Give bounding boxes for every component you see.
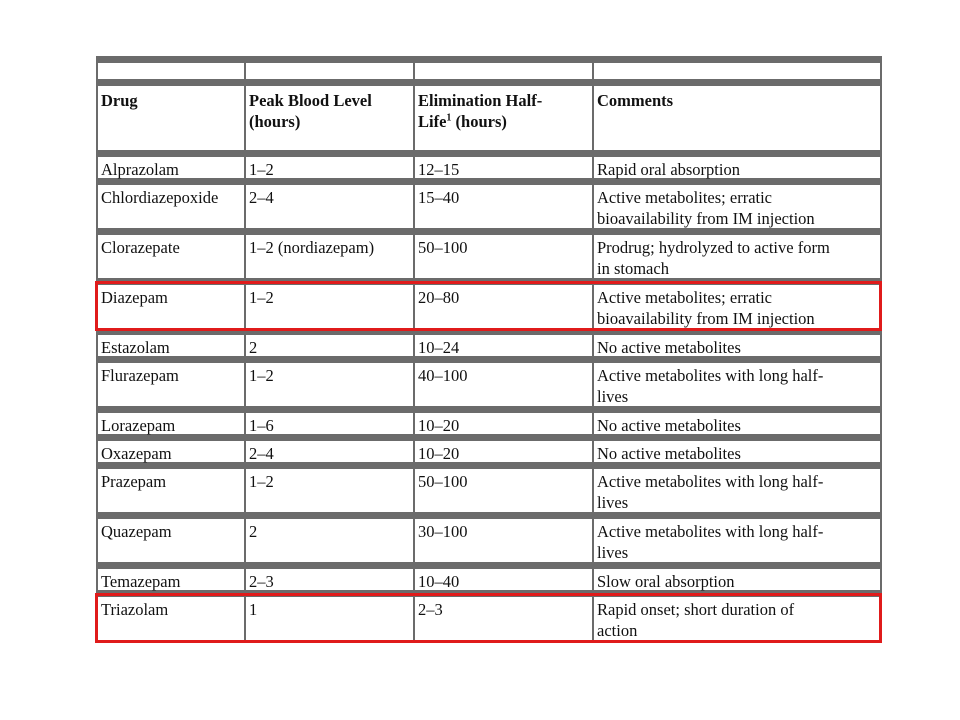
table-rule xyxy=(96,562,882,569)
comments-cell: Active metabolites with long half- lives xyxy=(592,363,880,406)
table-empty-row xyxy=(96,63,882,79)
table-rule xyxy=(96,328,882,335)
peak-blood-level-cell: 2–3 xyxy=(244,569,413,590)
comments-cell: No active metabolites xyxy=(592,335,880,356)
peak-blood-level-cell: 2 xyxy=(244,519,413,562)
empty-cell xyxy=(592,63,880,79)
table-row xyxy=(96,413,882,434)
half-life-cell: 15–40 xyxy=(413,185,592,228)
drug-cell: Chlordiazepoxide xyxy=(101,188,219,207)
header-elimination-half-life xyxy=(413,86,592,150)
peak-blood-level-cell: 1–2 xyxy=(244,363,413,406)
half-life-cell: 30–100 xyxy=(413,519,592,562)
table-rule xyxy=(96,590,882,597)
half-life-cell: 10–20 xyxy=(413,413,592,434)
table-row xyxy=(96,363,882,406)
comments-cell: Active metabolites with long half- lives xyxy=(592,469,880,512)
peak-blood-level-cell: 1 xyxy=(244,597,413,640)
empty-cell xyxy=(98,63,244,79)
peak-blood-level-cell: 2–4 xyxy=(244,185,413,228)
drug-cell: Prazepam xyxy=(101,472,167,491)
table-header-row xyxy=(96,86,882,150)
table-rule xyxy=(96,79,882,86)
header-peak-blood-level: Peak Blood Level (hours) xyxy=(244,86,413,150)
comments-cell: Active metabolites with long half- lives xyxy=(592,519,880,562)
half-life-cell: 10–20 xyxy=(413,441,592,462)
drug-cell: Alprazolam xyxy=(101,160,179,179)
peak-blood-level-cell: 2 xyxy=(244,335,413,356)
table-row xyxy=(96,157,882,178)
comments-cell: Rapid oral absorption xyxy=(592,157,880,178)
table-row xyxy=(96,235,882,278)
table-rule xyxy=(96,278,882,285)
drug-cell: Triazolam xyxy=(101,600,169,619)
drug-cell: Flurazepam xyxy=(101,366,179,385)
empty-cell xyxy=(413,63,592,79)
comments-cell: Slow oral absorption xyxy=(592,569,880,590)
comments-cell: No active metabolites xyxy=(592,441,880,462)
comments-cell: Active metabolites; erratic bioavailability from IM injection xyxy=(592,185,880,228)
comments-cell: Active metabolites; erratic bioavailability from IM injection xyxy=(592,285,880,328)
table-rule xyxy=(96,434,882,441)
peak-blood-level-cell: 1–2 xyxy=(244,469,413,512)
table-row xyxy=(96,441,882,462)
table-row xyxy=(96,285,882,328)
drug-cell: Clorazepate xyxy=(101,238,180,257)
drug-cell: Lorazepam xyxy=(101,416,176,435)
peak-blood-level-cell: 1–2 xyxy=(244,157,413,178)
half-life-cell: 12–15 xyxy=(413,157,592,178)
half-life-cell: 40–100 xyxy=(413,363,592,406)
table-row xyxy=(96,519,882,562)
table-rule xyxy=(96,178,882,185)
table-row xyxy=(96,469,882,512)
table-rule xyxy=(96,150,882,157)
peak-blood-level-cell: 1–6 xyxy=(244,413,413,434)
header-half-life-unit: (hours) xyxy=(451,112,507,131)
table-rule xyxy=(96,640,882,643)
table-rule xyxy=(96,56,882,63)
table-row xyxy=(96,569,882,590)
comments-cell: No active metabolites xyxy=(592,413,880,434)
table-row xyxy=(96,185,882,228)
half-life-cell: 20–80 xyxy=(413,285,592,328)
drug-cell: Temazepam xyxy=(101,572,181,591)
header-half-life-text: Elimination Half- Life xyxy=(418,91,543,131)
table-row xyxy=(96,597,882,640)
table-row xyxy=(96,335,882,356)
half-life-cell: 10–24 xyxy=(413,335,592,356)
half-life-cell: 2–3 xyxy=(413,597,592,640)
drug-cell: Diazepam xyxy=(101,288,168,307)
half-life-cell: 10–40 xyxy=(413,569,592,590)
table-rule xyxy=(96,356,882,363)
footnote-marker: 1 xyxy=(446,112,452,124)
comments-cell: Prodrug; hydrolyzed to active form in stomach xyxy=(592,235,880,278)
table-rule xyxy=(96,228,882,235)
comments-cell: Rapid onset; short duration of action xyxy=(592,597,880,640)
empty-cell xyxy=(244,63,413,79)
table-rule xyxy=(96,462,882,469)
table-rule xyxy=(96,406,882,413)
header-comments: Comments xyxy=(592,86,880,150)
drug-cell: Quazepam xyxy=(101,522,172,541)
peak-blood-level-cell: 1–2 xyxy=(244,285,413,328)
header-drug: Drug xyxy=(101,91,138,110)
benzodiazepine-table xyxy=(96,56,882,643)
table-body xyxy=(96,150,882,643)
half-life-cell: 50–100 xyxy=(413,469,592,512)
peak-blood-level-cell: 1–2 (nordiazepam) xyxy=(244,235,413,278)
peak-blood-level-cell: 2–4 xyxy=(244,441,413,462)
drug-cell: Estazolam xyxy=(101,338,170,357)
drug-cell: Oxazepam xyxy=(101,444,172,463)
table-rule xyxy=(96,512,882,519)
half-life-cell: 50–100 xyxy=(413,235,592,278)
